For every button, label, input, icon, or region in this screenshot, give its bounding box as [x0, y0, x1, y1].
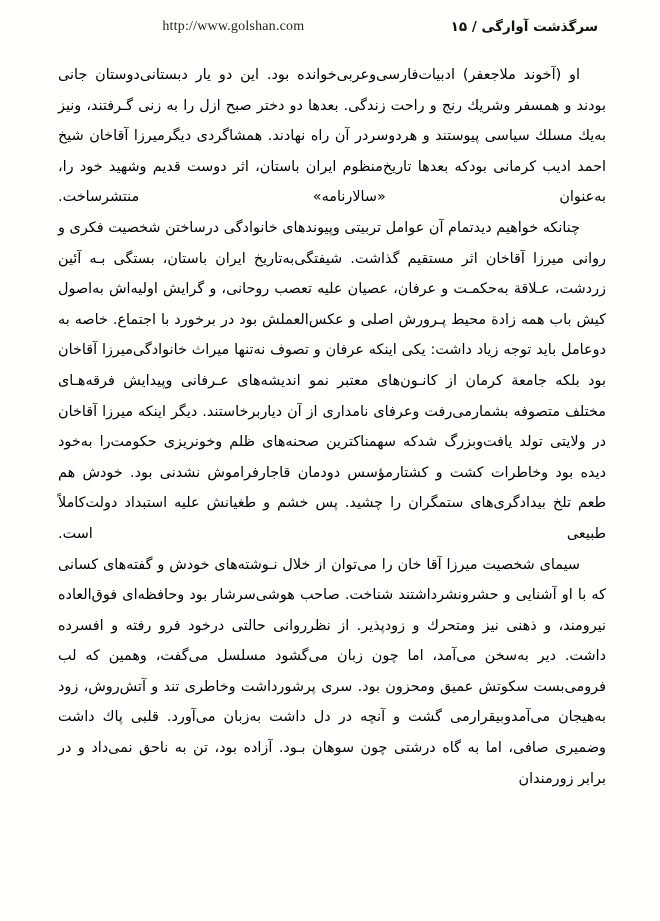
page-header: [0, 14, 660, 40]
header-title: سرگذشت آوارگی / ۱۵: [450, 19, 598, 35]
paragraph-3: سیمای شخصیت میرزا آقا خان را می‌توان از خلال نـوشته‌های خودش و گفته‌های کسانی که با او آشنایی و حشرونشرداشتند شناخت. صاحب هوشی‌سرشار بود وحافظه‌ای فوق‌العاده نیرومند، و ذهنی نیز ومتحرك و زودپذیر. از نظرروانی حالتی درخود فرو رفته و افسرده داشت. دیر به‌سخن می‌آمد، اما چون زبان می‌گشود مسلسل می‌گفت، وهمین که لب فرومی‌بست سکوتش عمیق ومحزون بود. سری پرشورداشت وخاطری تند و آتش‌روش، زود به‌هیجان می‌آمدوبیقرارمی گشت و آنچه در دل داشت به‌زبان می‌آورد. قلبی پاك داشت وضمیری صافی، اما به گاه درشتی چون سوهان بـود. آزاده بود، تن به ناحق نمی‌داد و در برابر زورمندان: [58, 556, 606, 787]
document-body: [58, 60, 606, 794]
header-url: http://www.golshan.com: [162, 19, 305, 34]
paragraph-1: او (آخوند ملاجعفر) ادبیات‌فارسی‌وعربی‌خوانده بود. این دو یار دبستانی‌دوستان جانی بودند و همسفر وشریك رنج و راحت زندگی. بعدها دو دختر صبح ازل را به زنی گـرفتند، ونیز به‌یك مسلك سیاسی پیوستند و هردوسردر آن راه نهادند. همشاگردی دیگرمیرزا آقاخان شیخ احمد ادیب کرمانی بودکه بعدها تاریخ‌منظوم ایران باستان، اثر دوست قدیم وشهید خود را، به‌عنوان «سالارنامه» منتشرساخت.: [58, 67, 606, 206]
paragraph-2: چنانکه خواهیم دیدتمام آن عوامل تربیتی وپیوندهای خانوادگی درساختن شخصیت فکری و روانی میرزا آقاخان اثر مستقیم گذاشت. شیفتگی‌به‌تاریخ ایران باستان، بستگی بـه آئین زردشت، عـلاقة به‌حکمـت و عرفان، عصیان علیه تعصب روحانی، و گرایش اولیه‌اش به‌اصول کیش باب همه زادة محیط پـرورش اصلی و عکس‌العملش بود در برخورد با اجتماع. خاصه به دوعامل باید توجه زیاد داشت: یکی اینکه عرفان و تصوف نه‌تنها میراث خانوادگی‌میرزا آقاخان بود بلکه جامعة کرمان از کانـون‌های معتبر نمو اندیشه‌های عـرفانی وپیدایش فرقه‌هـای مختلف متصوفه بشمارمی‌رفت وعرفای نامداری از آن دیاربرخاستند. دیگر اینکه میرزا آقا‌خان در ولایتی تولد یافت‌وبزرگ شدکه سهمناکترین صحنه‌های ظلم وخونریزی حکومت‌را به‌خود دیده بود وخاطرات کشت و کشتارمؤسس دودمان قاجارفراموش نشدنی بود. خودش هم طعم تلخ بیدادگری‌های ستمگران را چشید. پس خشم و طغیانش علیه استبداد دولت‌کاملاً طبیعی است.: [58, 219, 606, 542]
